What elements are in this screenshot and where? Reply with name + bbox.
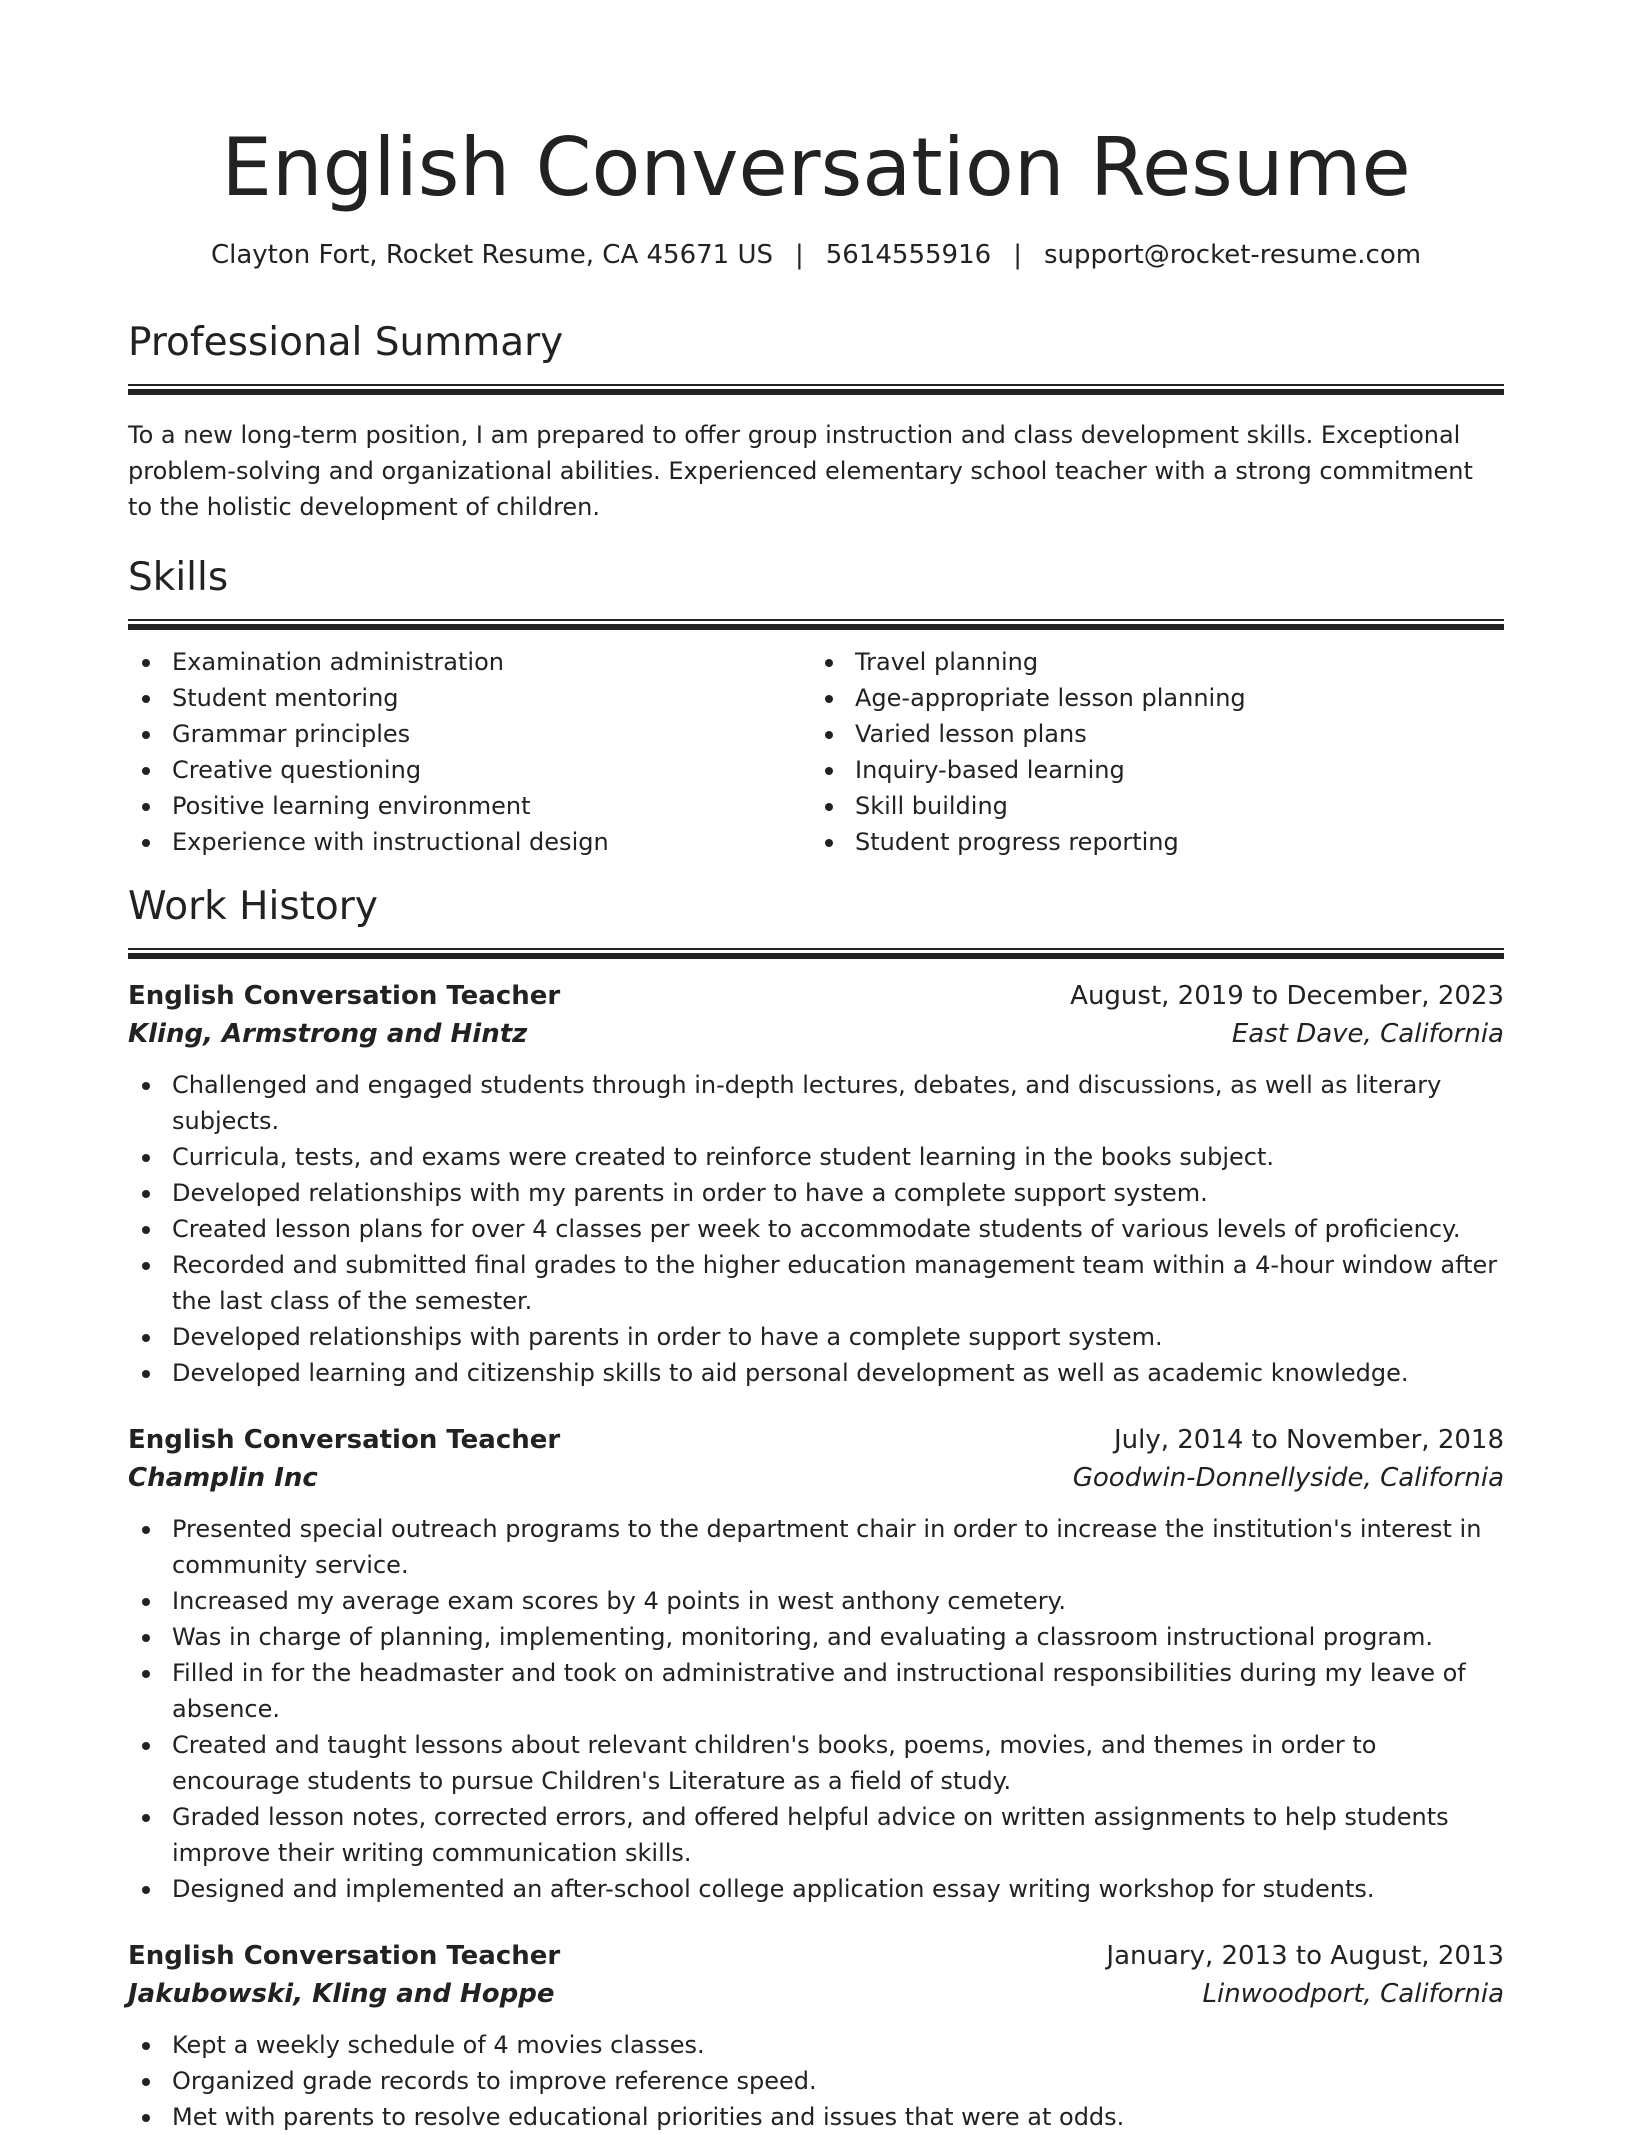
skill-item: Positive learning environment: [172, 788, 821, 824]
skill-item: Grammar principles: [172, 716, 821, 752]
job-entry: [128, 977, 1504, 1391]
resume-header: [0, 118, 1632, 272]
job-company: Champlin Inc: [128, 1463, 318, 1493]
job-title-row: [128, 1421, 1504, 1459]
job-location: Linwoodport, California: [1202, 1979, 1504, 2009]
job-dates: July, 2014 to November, 2018: [1113, 1425, 1504, 1455]
contact-separator: |: [795, 240, 804, 270]
skills-heading: Skills: [128, 555, 229, 600]
resume-title: English Conversation Resume: [221, 121, 1411, 214]
job-bullets: [128, 2027, 1504, 2135]
work-history-heading: Work History: [128, 884, 378, 929]
skill-item: Age-appropriate lesson planning: [855, 680, 1504, 716]
job-bullet: Challenged and engaged students through in-depth lectures, debates, and discussions, as well as literary subjects.: [172, 1067, 1504, 1139]
job-location: East Dave, California: [1231, 1019, 1504, 1049]
section-divider: [128, 619, 1504, 630]
job-bullet: Created lesson plans for over 4 classes per week to accommodate students of various levels of proficiency.: [172, 1211, 1504, 1247]
job-bullet: Recorded and submitted final grades to the higher education management team within a 4-hour window after the last class of the semester.: [172, 1247, 1504, 1319]
summary-heading: Professional Summary: [128, 320, 564, 365]
job-bullet: Filled in for the headmaster and took on administrative and instructional responsibilities during my leave of absence.: [172, 1655, 1504, 1727]
job-entry: [128, 1937, 1504, 2135]
job-title-row: [128, 977, 1504, 1015]
job-bullet: Organized grade records to improve reference speed.: [172, 2063, 1504, 2099]
skill-item: Varied lesson plans: [855, 716, 1504, 752]
job-company: Jakubowski, Kling and Hoppe: [128, 1979, 555, 2009]
resume-content: [128, 318, 1504, 2135]
skill-item: Skill building: [855, 788, 1504, 824]
job-location: Goodwin-Donnellyside, California: [1072, 1463, 1504, 1493]
job-bullet: Met with parents to resolve educational priorities and issues that were at odds.: [172, 2099, 1504, 2135]
job-bullets: [128, 1067, 1504, 1391]
skills-section: [128, 553, 1504, 860]
job-bullet: Kept a weekly schedule of 4 movies classes.: [172, 2027, 1504, 2063]
job-title: English Conversation Teacher: [128, 981, 561, 1011]
job-title: English Conversation Teacher: [128, 1941, 561, 1971]
job-title: English Conversation Teacher: [128, 1425, 561, 1455]
skills-columns: [128, 644, 1504, 860]
summary-section: [128, 318, 1504, 525]
job-bullet: Graded lesson notes, corrected errors, and offered helpful advice on written assignments to help students improve their writing communication skills.: [172, 1799, 1504, 1871]
contact-address: Clayton Fort, Rocket Resume, CA 45671 US: [210, 240, 773, 270]
contact-email: support@rocket-resume.com: [1043, 240, 1422, 270]
skills-right-list: [821, 644, 1504, 860]
job-bullet: Designed and implemented an after-school college application essay writing workshop for students.: [172, 1871, 1504, 1907]
job-bullet: Developed relationships with my parents in order to have a complete support system.: [172, 1175, 1504, 1211]
job-bullet: Was in charge of planning, implementing, monitoring, and evaluating a classroom instructional program.: [172, 1619, 1504, 1655]
job-dates: August, 2019 to December, 2023: [1070, 981, 1504, 1011]
skills-left-list: [128, 644, 821, 860]
job-bullet: Created and taught lessons about relevant children's books, poems, movies, and themes in order to encourage students to pursue Children's Literature as a field of study.: [172, 1727, 1504, 1799]
job-company-row: [128, 1975, 1504, 2013]
job-dates: January, 2013 to August, 2013: [1106, 1941, 1504, 1971]
job-bullet: Increased my average exam scores by 4 points in west anthony cemetery.: [172, 1583, 1504, 1619]
contact-separator: |: [1013, 240, 1022, 270]
contact-line: [0, 238, 1632, 272]
summary-text: To a new long-term position, I am prepared to offer group instruction and class development skills. Exceptional problem-solving and organizational abilities. Experienced elementary school teacher with a strong commitment to the holistic development of children.: [128, 421, 1473, 521]
job-company-row: [128, 1015, 1504, 1053]
job-title-row: [128, 1937, 1504, 1975]
skill-item: Creative questioning: [172, 752, 821, 788]
work-history-section: [128, 882, 1504, 2135]
skill-item: Student progress reporting: [855, 824, 1504, 860]
job-bullet: Curricula, tests, and exams were created to reinforce student learning in the books subject.: [172, 1139, 1504, 1175]
skill-item: Experience with instructional design: [172, 824, 821, 860]
job-company-row: [128, 1459, 1504, 1497]
section-divider: [128, 384, 1504, 395]
job-entry: [128, 1421, 1504, 1907]
job-bullet: Presented special outreach programs to the department chair in order to increase the institution's interest in community service.: [172, 1511, 1504, 1583]
job-bullets: [128, 1511, 1504, 1907]
skill-item: Student mentoring: [172, 680, 821, 716]
skill-item: Travel planning: [855, 644, 1504, 680]
skill-item: Examination administration: [172, 644, 821, 680]
section-divider: [128, 948, 1504, 959]
job-company: Kling, Armstrong and Hintz: [128, 1019, 528, 1049]
contact-phone: 5614555916: [825, 240, 992, 270]
job-bullet: Developed relationships with parents in order to have a complete support system.: [172, 1319, 1504, 1355]
job-bullet: Developed learning and citizenship skills to aid personal development as well as academic knowledge.: [172, 1355, 1504, 1391]
skill-item: Inquiry-based learning: [855, 752, 1504, 788]
